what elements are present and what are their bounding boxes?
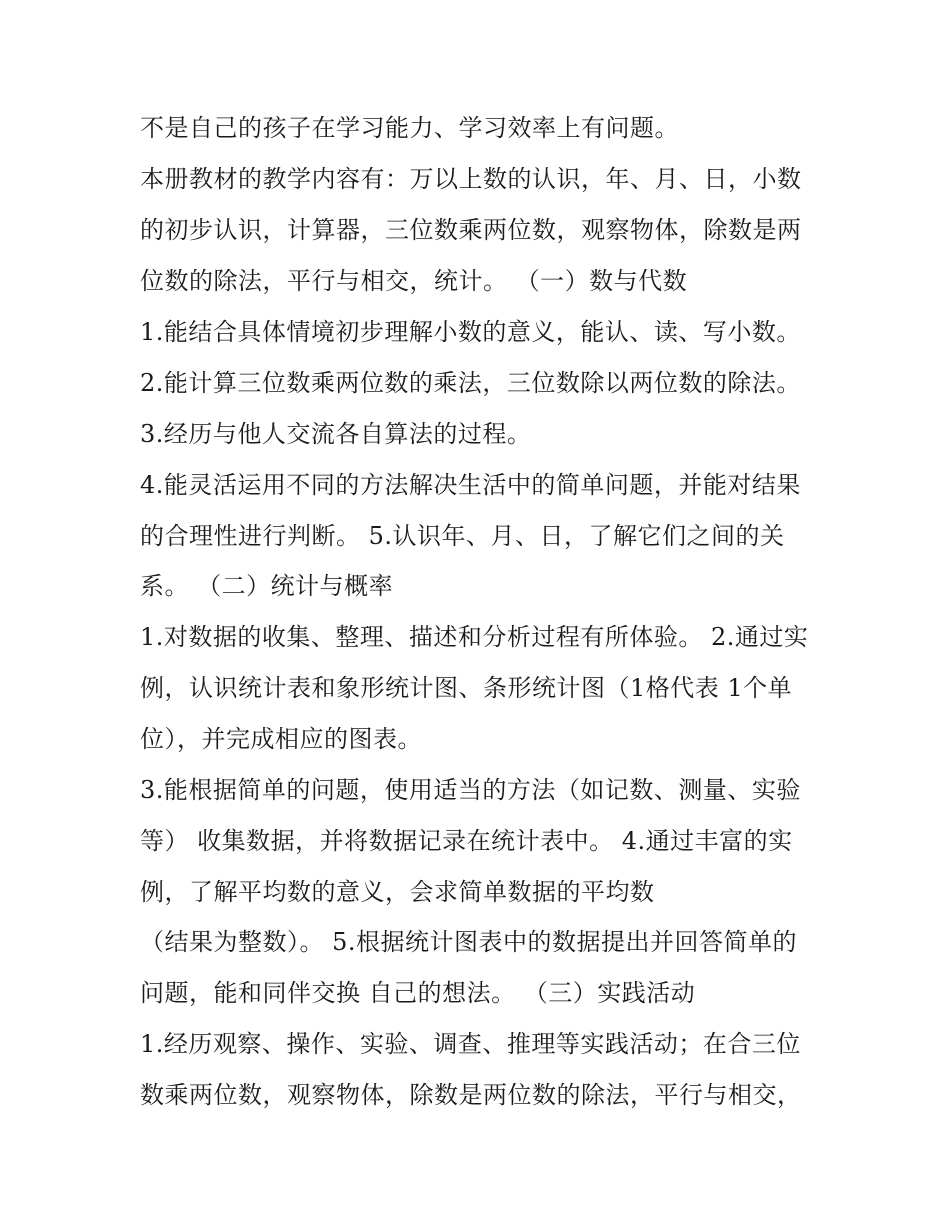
text-line: 数乘两位数，观察物体，除数是两位数的除法，平行与相交，	[140, 1081, 802, 1109]
text-line: 系。 （二）统计与概率	[140, 572, 394, 600]
text-line: 等） 收集数据，并将数据记录在统计表中。 4.通过丰富的实	[140, 827, 793, 855]
text-line: 的初步认识，计算器，三位数乘两位数，观察物体，除数是两	[140, 216, 802, 244]
text-line: 4.能灵活运用不同的方法解决生活中的简单问题，并能对结果	[140, 471, 801, 499]
text-line: 1.能结合具体情境初步理解小数的意义，能认、读、写小数。	[140, 318, 801, 346]
text-line: 2.能计算三位数乘两位数的乘法，三位数除以两位数的除法。	[140, 369, 801, 397]
text-line: 本册教材的教学内容有：万以上数的认识，年、月、日，小数	[140, 165, 802, 193]
text-line: 的合理性进行判断。 5.认识年、月、日，了解它们之间的关	[140, 522, 785, 550]
text-line: 1.对数据的收集、整理、描述和分析过程有所体验。 2.通过实	[140, 623, 809, 651]
text-line: 例，认识统计表和象形统计图、条形统计图（1格代表 1个单	[140, 674, 793, 702]
text-line: 1.经历观察、操作、实验、调查、推理等实践活动；在合三位	[140, 1030, 801, 1058]
text-line: （结果为整数）。 5.根据统计图表中的数据提出并回答简单的	[140, 928, 798, 956]
text-line: 3.经历与他人交流各自算法的过程。	[140, 420, 532, 448]
text-line: 位），并完成相应的图表。	[140, 725, 422, 753]
text-line: 3.能根据简单的问题，使用适当的方法（如记数、测量、实验	[140, 776, 801, 804]
text-line: 例，了解平均数的意义，会求简单数据的平均数	[140, 878, 655, 906]
text-line: 不是自己的孩子在学习能力、学习效率上有问题。	[140, 114, 679, 142]
text-line: 位数的除法，平行与相交，统计。 （一）数与代数	[140, 267, 688, 295]
text-line: 问题，能和同伴交换 自己的想法。 （三）实践活动	[140, 979, 696, 1007]
